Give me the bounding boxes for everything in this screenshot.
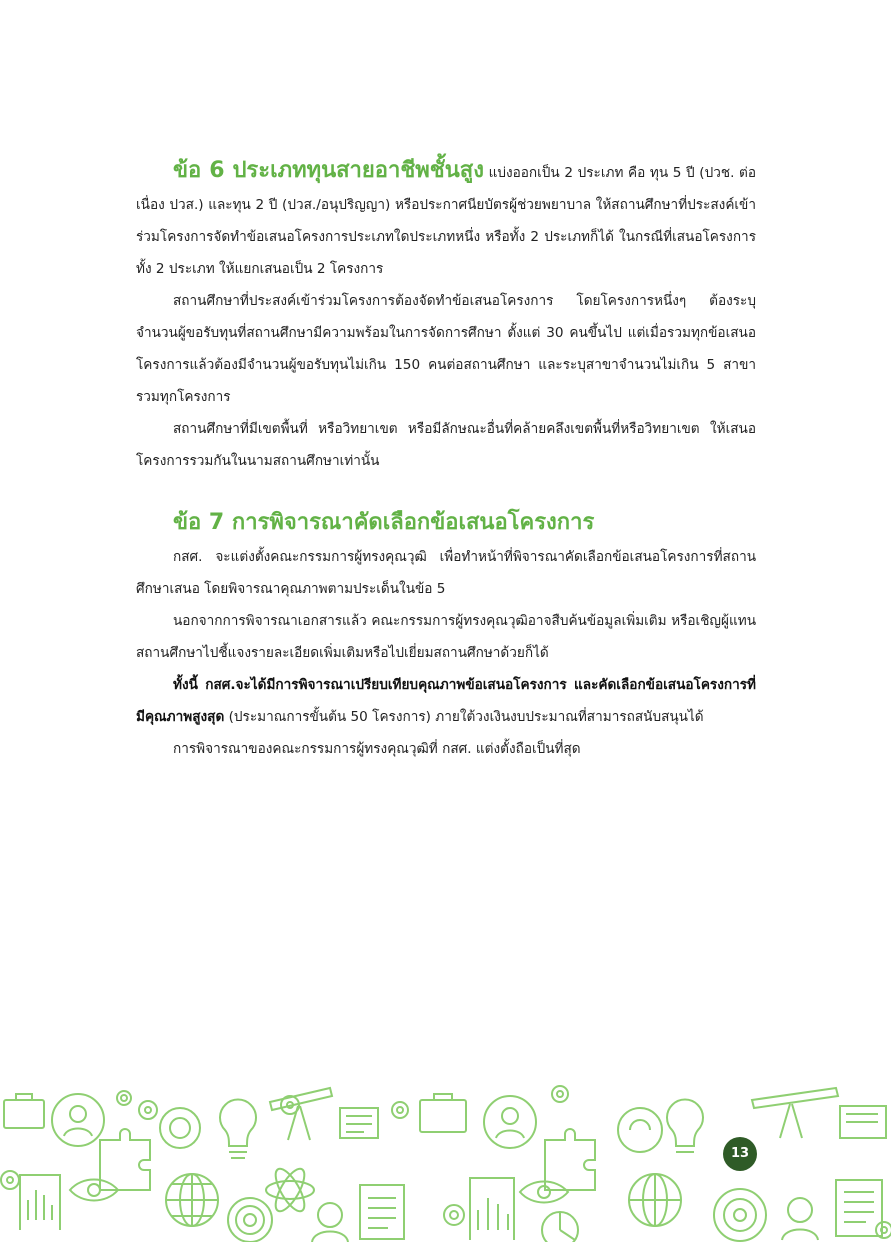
gear-icon: [444, 1205, 464, 1225]
section-7-emphasis-text: ทั้งนี้ กสศ.จะได้มีการพิจารณาเปรียบเทียบคุณภาพข้อเสนอโครงการ และคัดเลือกข้อเสนอโครงการที่มีคุณภาพสูงสุด: [136, 677, 756, 725]
section-7-heading: ข้อ 7 การพิจารณาคัดเลือกข้อเสนอโครงการ: [173, 510, 595, 535]
footer-pattern-svg: [0, 1080, 891, 1242]
pie-chart-icon: [542, 1212, 578, 1242]
gear-icon: [1, 1171, 19, 1189]
person-icon: [312, 1203, 348, 1242]
person-icon: [484, 1096, 536, 1148]
telescope-icon: [270, 1088, 332, 1140]
section-6-paragraph-1: [136, 155, 756, 285]
gear-icon: [139, 1101, 157, 1119]
document-icon: [836, 1180, 882, 1236]
cloud-sync-icon: [618, 1108, 662, 1152]
section-6-paragraph-3: สถานศึกษาที่มีเขตพื้นที่ หรือวิทยาเขต หรือมีลักษณะอื่นที่คล้ายคลึงเขตพื้นที่หรือวิทยาเขต ให้เสนอโครงการรวมกันในนามสถานศึกษาเท่านั้น: [136, 421, 756, 469]
document-icon: [360, 1185, 404, 1239]
target-icon: [714, 1189, 766, 1241]
document-icon: [840, 1106, 886, 1138]
person-icon: [782, 1198, 818, 1240]
section-7-paragraph-3: [136, 669, 756, 733]
section-7-paragraph-4: การพิจารณาของคณะกรรมการผู้ทรงคุณวุฒิที่ กสศ. แต่งตั้งถือเป็นที่สุด: [173, 741, 581, 757]
gear-icon: [552, 1086, 568, 1102]
section-6-heading: ข้อ 6 ประเภททุนสายอาชีพชั้นสูง: [173, 158, 484, 183]
section-7-paragraph-3-rest: (ประมาณการขั้นต้น 50 โครงการ) ภายใต้วงเงินงบประมาณที่สามารถสนับสนุนได้: [224, 709, 704, 725]
gear-icon: [876, 1222, 891, 1238]
bar-chart-icon: [20, 1175, 60, 1230]
section-7-paragraph-2: นอกจากการพิจารณาเอกสารแล้ว คณะกรรมการผู้ทรงคุณวุฒิอาจสืบค้นข้อมูลเพิ่มเติม หรือเชิญผู้แทนสถานศึกษาไปชี้แจงรายละเอียดเพิ่มเติมหรือไปเยี่ยมสถานศึกษาด้วยก็ได้: [136, 613, 756, 661]
cloud-sync-icon: [160, 1108, 200, 1148]
person-icon: [52, 1094, 104, 1146]
briefcase-icon: [4, 1094, 44, 1128]
light-bulb-icon: [667, 1100, 703, 1152]
section-7-paragraph-1: กสศ. จะแต่งตั้งคณะกรรมการผู้ทรงคุณวุฒิ เพื่อทำหน้าที่พิจารณาคัดเลือกข้อเสนอโครงการที่สถานศึกษาเสนอ โดยพิจารณาคุณภาพตามประเด็นในข้อ 5: [136, 549, 756, 597]
document-icon: [340, 1108, 378, 1138]
briefcase-icon: [420, 1094, 466, 1132]
footer-icon-pattern: [0, 1080, 891, 1242]
atom-icon: [266, 1165, 314, 1216]
light-bulb-icon: [220, 1100, 256, 1158]
gear-icon: [117, 1091, 131, 1105]
section-6-paragraph-2: สถานศึกษาที่ประสงค์เข้าร่วมโครงการต้องจัดทำข้อเสนอโครงการ โดยโครงการหนึ่งๆ ต้องระบุจำนวนผู้ขอรับทุนที่สถานศึกษามีความพร้อมในการจัดการศึกษา ตั้งแต่ 30 คนขึ้นไป แต่เมื่อรวมทุกข้อเสนอโครงการแล้วต้องมีจำนวนผู้ขอรับทุนไม่เกิน 150 คนต่อสถานศึกษา และระบุสาขาจำนวนไม่เกิน 5 สาขารวมทุกโครงการ: [136, 293, 756, 405]
gear-icon: [392, 1102, 408, 1118]
bar-chart-icon: [470, 1178, 514, 1240]
target-icon: [228, 1198, 272, 1242]
globe-icon: [166, 1174, 218, 1226]
page-content: [136, 155, 756, 765]
page-number-badge: 13: [723, 1137, 757, 1171]
telescope-icon: [752, 1088, 838, 1138]
puzzle-icon: [545, 1129, 595, 1190]
section-6-intro-text: แบ่งออกเป็น 2 ประเภท คือ ทุน 5 ปี (ปวช. ต่อเนื่อง ปวส.) และทุน 2 ปี (ปวส./อนุปริญญา) หรือประกาศนียบัตรผู้ช่วยพยาบาล ให้สถานศึกษาที่ประสงค์เข้าร่วมโครงการจัดทำข้อเสนอโครงการประเภทใดประเภทหนึ่ง หรือทั้ง 2 ประเภทก็ได้ ในกรณีที่เสนอโครงการทั้ง 2 ประเภท ให้แยกเสนอเป็น 2 โครงการ: [136, 165, 756, 277]
globe-icon: [629, 1174, 681, 1226]
puzzle-icon: [100, 1129, 150, 1190]
